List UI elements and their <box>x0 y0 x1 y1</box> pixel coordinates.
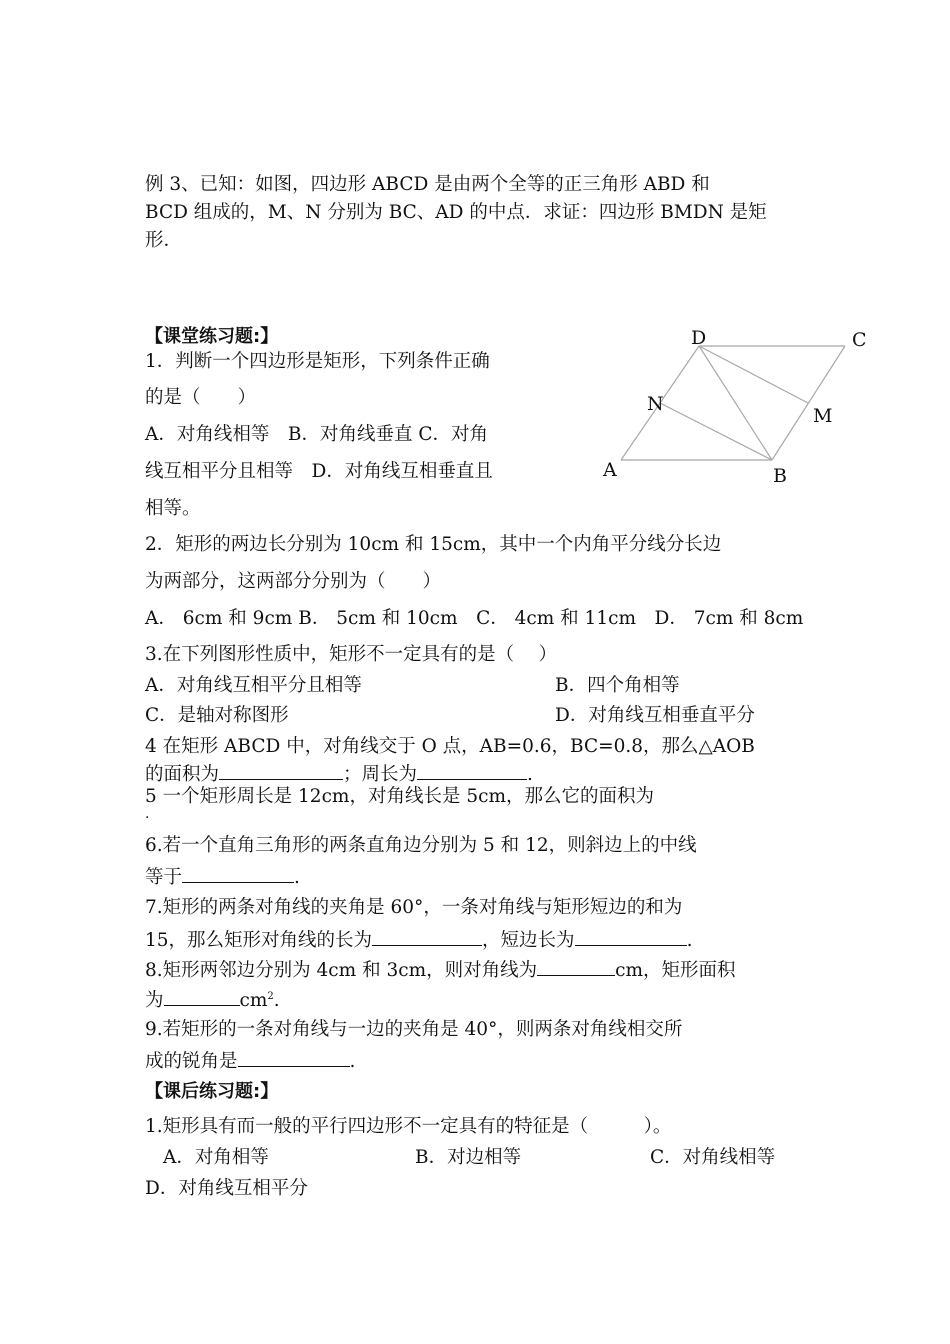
c-q7-text-b: ，短边长为 <box>482 930 575 951</box>
c-q1-line2: 的是（ ） <box>145 387 257 408</box>
a-q1-stem: 1.矩形具有而一般的平行四边形不一定具有的特征是（ ）。 <box>145 1116 672 1137</box>
c-q8-line1 <box>145 957 736 983</box>
c-q7-text-c: . <box>686 930 693 951</box>
label-D: D <box>691 327 707 349</box>
c-q9-line1: 9.若矩形的一条对角线与一边的夹角是 40°，则两条对角线相交所 <box>145 1019 683 1040</box>
label-N: N <box>647 393 664 415</box>
c-q8-text-a: 8.矩形两邻边分别为 4cm 和 3cm，则对角线为 <box>145 960 538 981</box>
label-A: A <box>603 459 617 481</box>
c-q4-blank-perimeter[interactable] <box>417 761 527 780</box>
c-q9-line2 <box>145 1048 355 1074</box>
c-q8-text-b: cm，矩形面积 <box>615 960 736 981</box>
c-q7-text-a: 15，那么矩形对角线的长为 <box>145 930 373 951</box>
c-q1-line1: 1．判断一个四边形是矩形，下列条件正确 <box>145 351 490 372</box>
c-q9-text-a: 成的锐角是 <box>145 1051 238 1072</box>
c-q4-text-a: 的面积为 <box>145 764 220 785</box>
label-B: B <box>773 465 787 487</box>
c-q8-unit: cm <box>239 990 268 1011</box>
segment-DB <box>699 346 772 460</box>
c-q8-text-c: 为 <box>145 990 164 1011</box>
classroom-heading: 【课堂练习题:】 <box>145 326 279 347</box>
c-q7-blank-diagonal[interactable] <box>372 927 482 946</box>
c-q1-line5: 相等。 <box>145 498 201 519</box>
c-q5-line1: 5 一个矩形周长是 12cm，对角线长是 5cm，那么它的面积为 <box>145 786 655 807</box>
c-q5-line2: . <box>145 806 150 822</box>
c-q3-stem: 3.在下列图形性质中，矩形不一定具有的是（ ） <box>145 644 558 665</box>
c-q6-line2 <box>145 864 300 890</box>
c-q6-text-b: . <box>294 867 300 888</box>
c-q3-optD: D．对角线互相垂直平分 <box>555 705 755 726</box>
c-q9-text-b: . <box>349 1051 356 1072</box>
c-q2-options: A． 6cm 和 9cm B． 5cm 和 10cm C． 4cm 和 11cm D． 7cm 和 8cm <box>145 608 804 629</box>
c-q8-unit-sup: 2 <box>267 990 274 1002</box>
c-q3-optC: C．是轴对称图形 <box>145 705 289 726</box>
example3-line3: 形． <box>145 230 183 251</box>
a-q1-optA: A．对角相等 <box>163 1147 269 1168</box>
c-q3-optB: B．四个角相等 <box>555 675 680 696</box>
c-q8-line2 <box>145 987 280 1013</box>
c-q4-blank-area[interactable] <box>219 761 343 780</box>
c-q2-line2: 为两部分，这两部分分别为（ ） <box>145 571 442 592</box>
c-q6-blank[interactable] <box>182 864 294 883</box>
c-q8-text-d: . <box>273 990 280 1011</box>
c-q7-line1: 7.矩形的两条对角线的夹角是 60°，一条对角线与矩形短边的和为 <box>145 897 683 918</box>
c-q6-line1: 6.若一个直角三角形的两条直角边分别为 5 和 12，则斜边上的中线 <box>145 835 697 856</box>
c-q1-line3: A．对角线相等 B．对角线垂直 C．对角 <box>145 424 488 445</box>
c-q8-blank-diagonal[interactable] <box>537 957 615 976</box>
a-q1-optC: C．对角线相等 <box>650 1147 776 1168</box>
quadrilateral-figure <box>595 322 880 492</box>
c-q3-optA: A．对角线互相平分且相等 <box>145 675 362 696</box>
label-M: M <box>813 405 833 427</box>
c-q1-line4: 线互相平分且相等 D．对角线互相垂直且 <box>145 461 493 482</box>
segment-NB <box>660 403 772 460</box>
c-q4-text-c: . <box>527 764 533 785</box>
c-q2-line1: 2．矩形的两边长分别为 10cm 和 15cm，其中一个内角平分线分长边 <box>145 534 722 555</box>
c-q8-blank-area[interactable] <box>164 987 240 1006</box>
c-q6-text-a: 等于 <box>145 867 183 888</box>
c-q9-blank[interactable] <box>238 1048 350 1067</box>
c-q7-blank-short-side[interactable] <box>575 927 687 946</box>
c-q7-line2 <box>145 927 692 953</box>
segment-CB <box>772 346 845 460</box>
example3-line1: 例 3、已知：如图，四边形 ABCD 是由两个全等的正三角形 ABD 和 <box>145 174 710 195</box>
c-q4-text-b: ；周长为 <box>343 764 418 785</box>
example3-line2: BCD 组成的，M、N 分别为 BC、AD 的中点．求证：四边形 BMDN 是矩 <box>145 202 767 223</box>
c-q4-line1: 4 在矩形 ABCD 中，对角线交于 O 点，AB=0.6，BC=0.8，那么△AOB <box>145 736 755 757</box>
label-C: C <box>852 329 867 351</box>
c-q4-line2 <box>145 761 533 787</box>
after-heading: 【课后练习题:】 <box>145 1081 279 1102</box>
segment-DM <box>699 346 808 403</box>
a-q1-optD: D．对角线互相平分 <box>145 1178 308 1199</box>
a-q1-optB: B．对边相等 <box>415 1147 522 1168</box>
